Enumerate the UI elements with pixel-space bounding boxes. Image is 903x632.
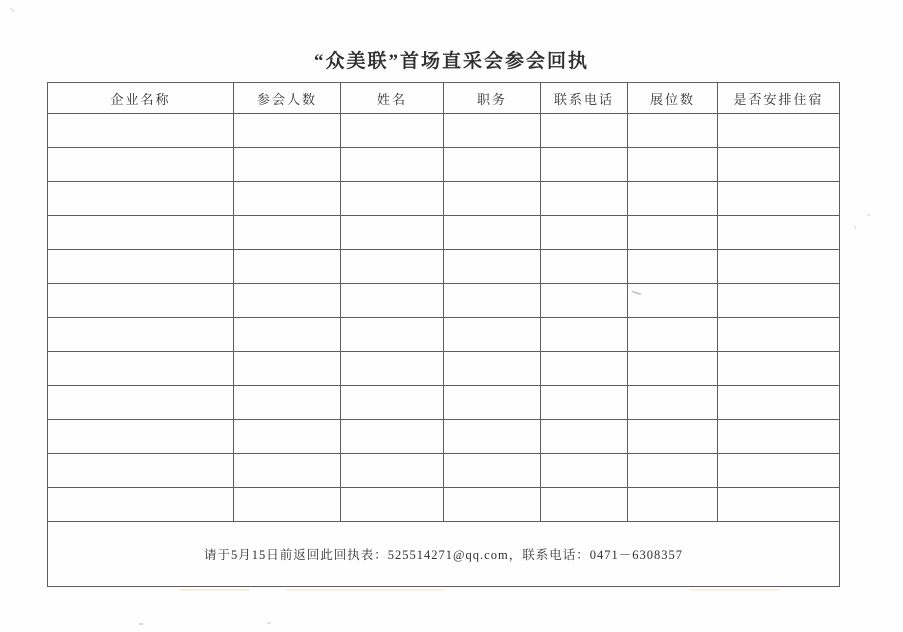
empty-cell	[234, 352, 341, 386]
empty-cell	[541, 352, 628, 386]
column-header-position: 职务	[444, 83, 541, 114]
empty-cell	[718, 148, 840, 182]
empty-row	[48, 420, 840, 454]
empty-cell	[234, 318, 341, 352]
empty-cell	[541, 386, 628, 420]
empty-cell	[444, 148, 541, 182]
empty-cell	[48, 454, 234, 488]
empty-cell	[234, 386, 341, 420]
empty-row	[48, 216, 840, 250]
empty-cell	[444, 250, 541, 284]
empty-cell	[718, 250, 840, 284]
empty-cell	[48, 114, 234, 148]
empty-cell	[718, 488, 840, 522]
empty-cell	[628, 318, 718, 352]
empty-row	[48, 114, 840, 148]
empty-cell	[628, 488, 718, 522]
empty-cell	[444, 454, 541, 488]
empty-cell	[628, 250, 718, 284]
empty-cell	[628, 352, 718, 386]
empty-cell	[541, 454, 628, 488]
empty-cell	[444, 216, 541, 250]
empty-cell	[444, 488, 541, 522]
empty-row	[48, 284, 840, 318]
empty-cell	[444, 284, 541, 318]
column-header-accommodation: 是否安排住宿	[718, 83, 840, 114]
empty-cell	[541, 420, 628, 454]
footer-note: 请于5月15日前返回此回执表：525514271@qq.com，联系电话：0471－6308357	[48, 522, 840, 587]
empty-cell	[48, 250, 234, 284]
empty-cell	[234, 454, 341, 488]
footer-row	[48, 522, 840, 587]
empty-cell	[341, 182, 444, 216]
scan-artifact-speck	[10, 8, 15, 13]
empty-cell	[48, 352, 234, 386]
empty-cell	[541, 216, 628, 250]
empty-cell	[341, 386, 444, 420]
scan-artifact-speck	[139, 623, 143, 625]
empty-cell	[444, 420, 541, 454]
registration-table	[47, 82, 840, 587]
empty-cell	[234, 182, 341, 216]
empty-cell	[341, 318, 444, 352]
empty-cell	[718, 284, 840, 318]
header-row	[48, 83, 840, 114]
empty-cell	[541, 250, 628, 284]
empty-cell	[628, 148, 718, 182]
empty-cell	[234, 250, 341, 284]
scan-artifact-streak	[690, 589, 780, 591]
empty-cell	[541, 114, 628, 148]
empty-cell	[444, 318, 541, 352]
empty-cell	[444, 352, 541, 386]
empty-cell	[341, 148, 444, 182]
column-header-name: 姓名	[341, 83, 444, 114]
empty-cell	[341, 216, 444, 250]
scan-artifact-speck	[854, 226, 856, 229]
column-header-attendees: 参会人数	[234, 83, 341, 114]
table-footer	[48, 522, 840, 587]
column-header-company: 企业名称	[48, 83, 234, 114]
empty-row	[48, 352, 840, 386]
empty-row	[48, 250, 840, 284]
column-header-booths: 展位数	[628, 83, 718, 114]
column-header-phone: 联系电话	[541, 83, 628, 114]
empty-row	[48, 182, 840, 216]
empty-row	[48, 454, 840, 488]
empty-cell	[541, 148, 628, 182]
scan-artifact-speck	[867, 214, 870, 216]
empty-cell	[48, 284, 234, 318]
empty-cell	[718, 454, 840, 488]
form-title: “众美联”首场直采会参会回执	[313, 51, 589, 72]
empty-cell	[444, 114, 541, 148]
empty-cell	[718, 420, 840, 454]
empty-cell	[234, 216, 341, 250]
empty-cell	[234, 148, 341, 182]
empty-cell	[628, 284, 718, 318]
empty-cell	[234, 284, 341, 318]
empty-cell	[628, 114, 718, 148]
empty-cell	[444, 182, 541, 216]
empty-cell	[718, 352, 840, 386]
empty-cell	[234, 488, 341, 522]
empty-cell	[628, 386, 718, 420]
empty-cell	[541, 318, 628, 352]
empty-cell	[541, 284, 628, 318]
empty-cell	[628, 454, 718, 488]
empty-cell	[48, 216, 234, 250]
empty-cell	[341, 114, 444, 148]
empty-row	[48, 488, 840, 522]
empty-cell	[541, 488, 628, 522]
empty-cell	[718, 318, 840, 352]
empty-cell	[48, 386, 234, 420]
empty-cell	[341, 420, 444, 454]
empty-cell	[341, 488, 444, 522]
empty-cell	[48, 182, 234, 216]
empty-cell	[234, 420, 341, 454]
table-header	[48, 83, 840, 114]
empty-cell	[48, 148, 234, 182]
empty-cell	[48, 420, 234, 454]
scan-artifact-streak	[285, 589, 445, 591]
empty-cell	[234, 114, 341, 148]
empty-cell	[628, 420, 718, 454]
empty-cell	[341, 284, 444, 318]
empty-cell	[341, 250, 444, 284]
empty-cell	[444, 386, 541, 420]
empty-cell	[341, 352, 444, 386]
empty-cell	[718, 182, 840, 216]
empty-cell	[718, 386, 840, 420]
empty-cell	[628, 216, 718, 250]
empty-row	[48, 318, 840, 352]
empty-cell	[541, 182, 628, 216]
empty-row	[48, 148, 840, 182]
empty-cell	[718, 216, 840, 250]
empty-cell	[341, 454, 444, 488]
empty-cell	[48, 318, 234, 352]
scan-artifact-streak	[180, 589, 250, 591]
table-body	[48, 114, 840, 522]
scan-artifact-speck	[267, 622, 271, 624]
empty-cell	[48, 488, 234, 522]
empty-cell	[718, 114, 840, 148]
empty-cell	[628, 182, 718, 216]
empty-row	[48, 386, 840, 420]
